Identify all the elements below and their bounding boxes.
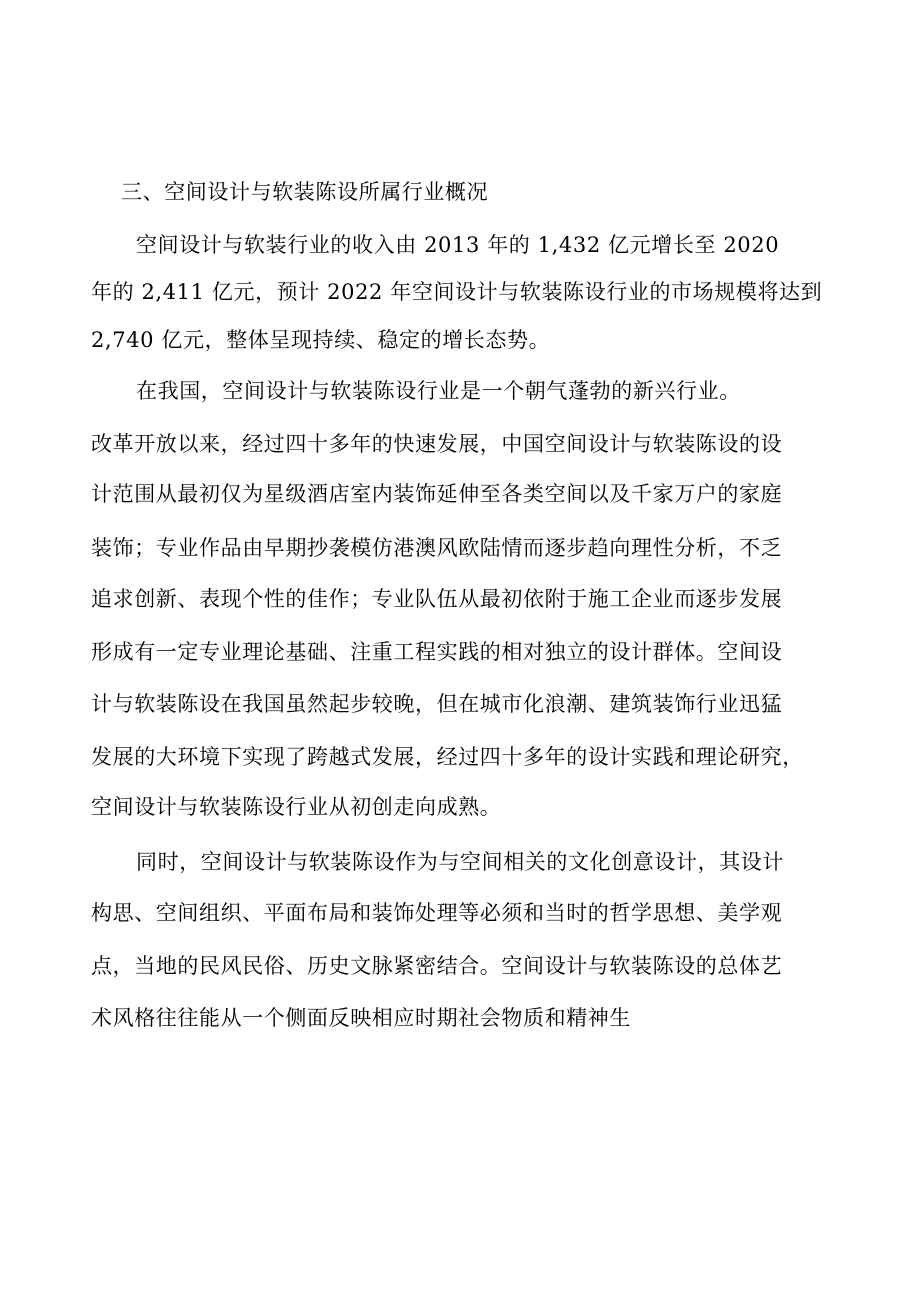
paragraph-2-line-7: 计与软装陈设在我国虽然起步较晚，但在城市化浪潮、建筑装饰行业迅猛 [91,692,783,716]
paragraph-3-line-1: 同时，空间设计与软装陈设作为与空间相关的文化创意设计，其设计 [136,850,784,874]
paragraph-2-line-6: 形成有一定专业理论基础、注重工程实践的相对独立的设计群体。空间设 [91,640,783,664]
paragraph-2-line-1: 在我国，空间设计与软装陈设行业是一个朝气蓬勃的新兴行业。 [136,379,741,403]
paragraph-1-line-3: 2,740 亿元，整体呈现持续、稳定的增长态势。 [91,328,551,352]
paragraph-2-line-3: 计范围从最初仅为星级酒店室内装饰延伸至各类空间以及千家万户的家庭 [91,482,783,506]
section-heading: 三、空间设计与软装陈设所属行业概况 [121,180,489,204]
paragraph-1-line-2: 年的 2,411 亿元，预计 2022 年空间设计与软装陈设行业的市场规模将达到 [91,280,823,304]
paragraph-2-line-4: 装饰；专业作品由早期抄袭模仿港澳风欧陆情而逐步趋向理性分析，不乏 [91,536,783,560]
paragraph-2-line-5: 追求创新、表现个性的佳作；专业队伍从最初依附于施工企业而逐步发展 [91,587,783,611]
paragraph-3-line-4: 术风格往往能从一个侧面反映相应时期社会物质和精神生 [91,1006,631,1030]
paragraph-3-line-2: 构思、空间组织、平面布局和装饰处理等必须和当时的哲学思想、美学观 [91,901,783,925]
paragraph-2-line-9: 空间设计与软装陈设行业从初创走向成熟。 [91,795,502,819]
paragraph-3-line-3: 点，当地的民风民俗、历史文脉紧密结合。空间设计与软装陈设的总体艺 [91,954,783,978]
paragraph-2-line-8: 发展的大环境下实现了跨越式发展，经过四十多年的设计实践和理论研究， [91,745,804,769]
paragraph-1-line-1: 空间设计与软装行业的收入由 2013 年的 1,432 亿元增长至 2020 [136,233,780,257]
paragraph-2-line-2: 改革开放以来，经过四十多年的快速发展，中国空间设计与软装陈设的设 [91,432,783,456]
